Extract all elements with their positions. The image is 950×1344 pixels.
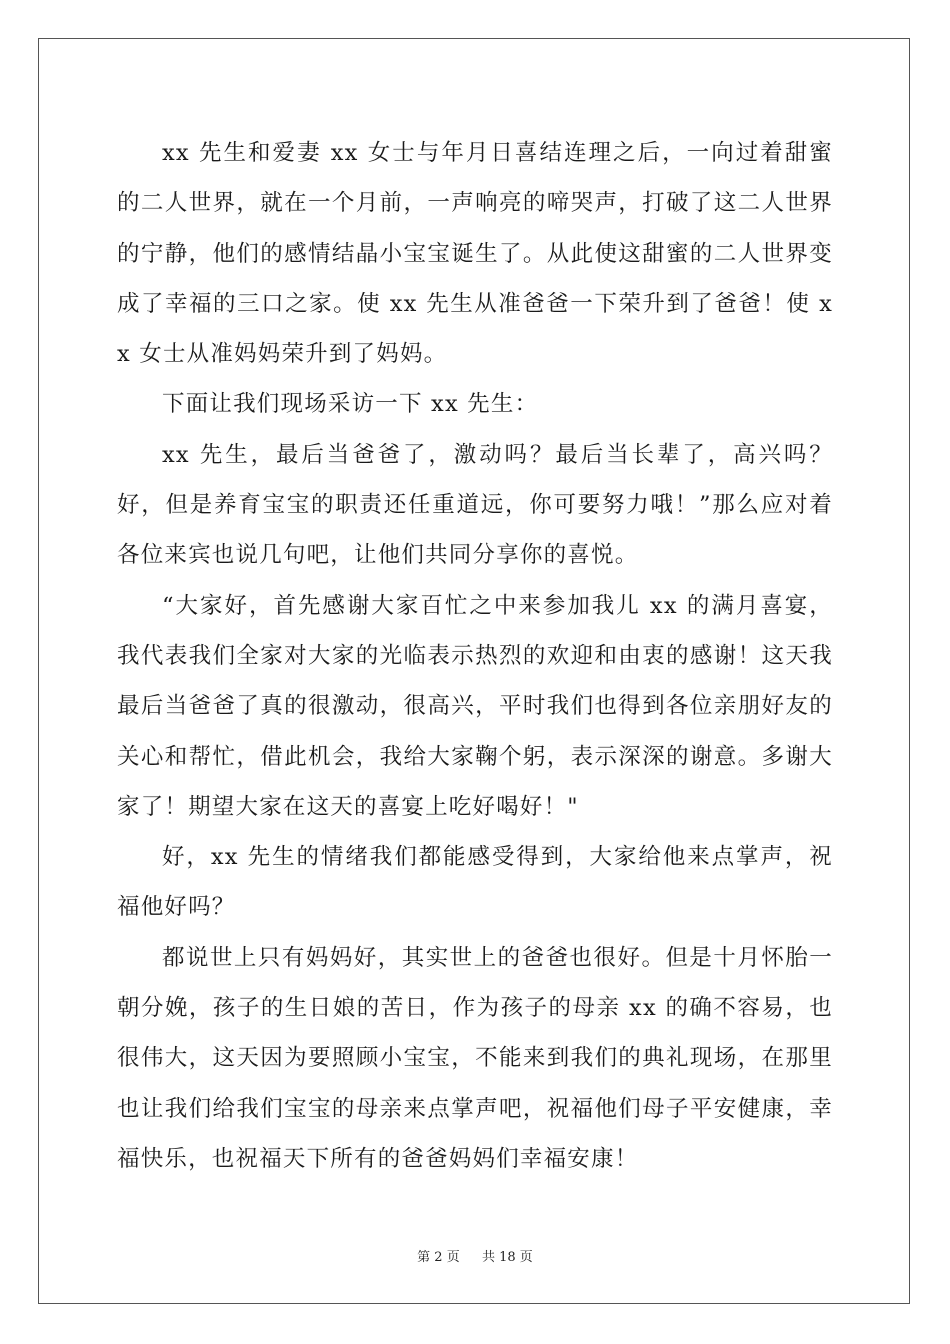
paragraph-4: “大家好，首先感谢大家百忙之中来参加我儿 xx 的满月喜宴，我代表我们全家对大家的光临表示热烈的欢迎和由衷的感谢！这天我最后当爸爸了真的很激动，很高兴，平时我们也得到各位亲朋好友的关心和帮忙，借此机会，我给大家鞠个躬，表示深深的谢意。多谢大家了！期望大家在这天的喜宴上吃好喝好！" [117,592,833,820]
document-body [117,128,833,1184]
paragraph-1: xx 先生和爱妻 xx 女士与年月日喜结连理之后，一向过着甜蜜的二人世界，就在一个月前，一声响亮的啼哭声，打破了这二人世界的宁静，他们的感情结晶小宝宝诞生了。从此使这甜蜜的二人世界变成了幸福的三口之家。使 xx 先生从准爸爸一下荣升到了爸爸！使 xx 女士从准妈妈荣升到了妈妈。 [117,140,833,368]
page-number: 第 2 页 [417,1250,460,1265]
paragraph-6: 都说世上只有妈妈好，其实世上的爸爸也很好。但是十月怀胎一朝分娩，孩子的生日娘的苦日，作为孩子的母亲 xx 的确不容易，也很伟大，这天因为要照顾小宝宝，不能来到我们的典礼现场，在那里也让我们给我们宝宝的母亲来点掌声吧，祝福他们母子平安健康，幸福快乐，也祝福天下所有的爸爸妈妈们幸福安康！ [117,944,833,1172]
page-total: 共 18 页 [482,1250,533,1265]
paragraph-5: 好，xx 先生的情绪我们都能感受得到，大家给他来点掌声，祝福他好吗？ [117,844,833,921]
page-footer [0,1246,950,1265]
paragraph-2: 下面让我们现场采访一下 xx 先生： [162,391,539,418]
paragraph-3: xx 先生，最后当爸爸了，激动吗？最后当长辈了，高兴吗？好，但是养育宝宝的职责还任重道远，你可要努力哦！”那么应对着各位来宾也说几句吧，让他们共同分享你的喜悦。 [117,441,833,569]
